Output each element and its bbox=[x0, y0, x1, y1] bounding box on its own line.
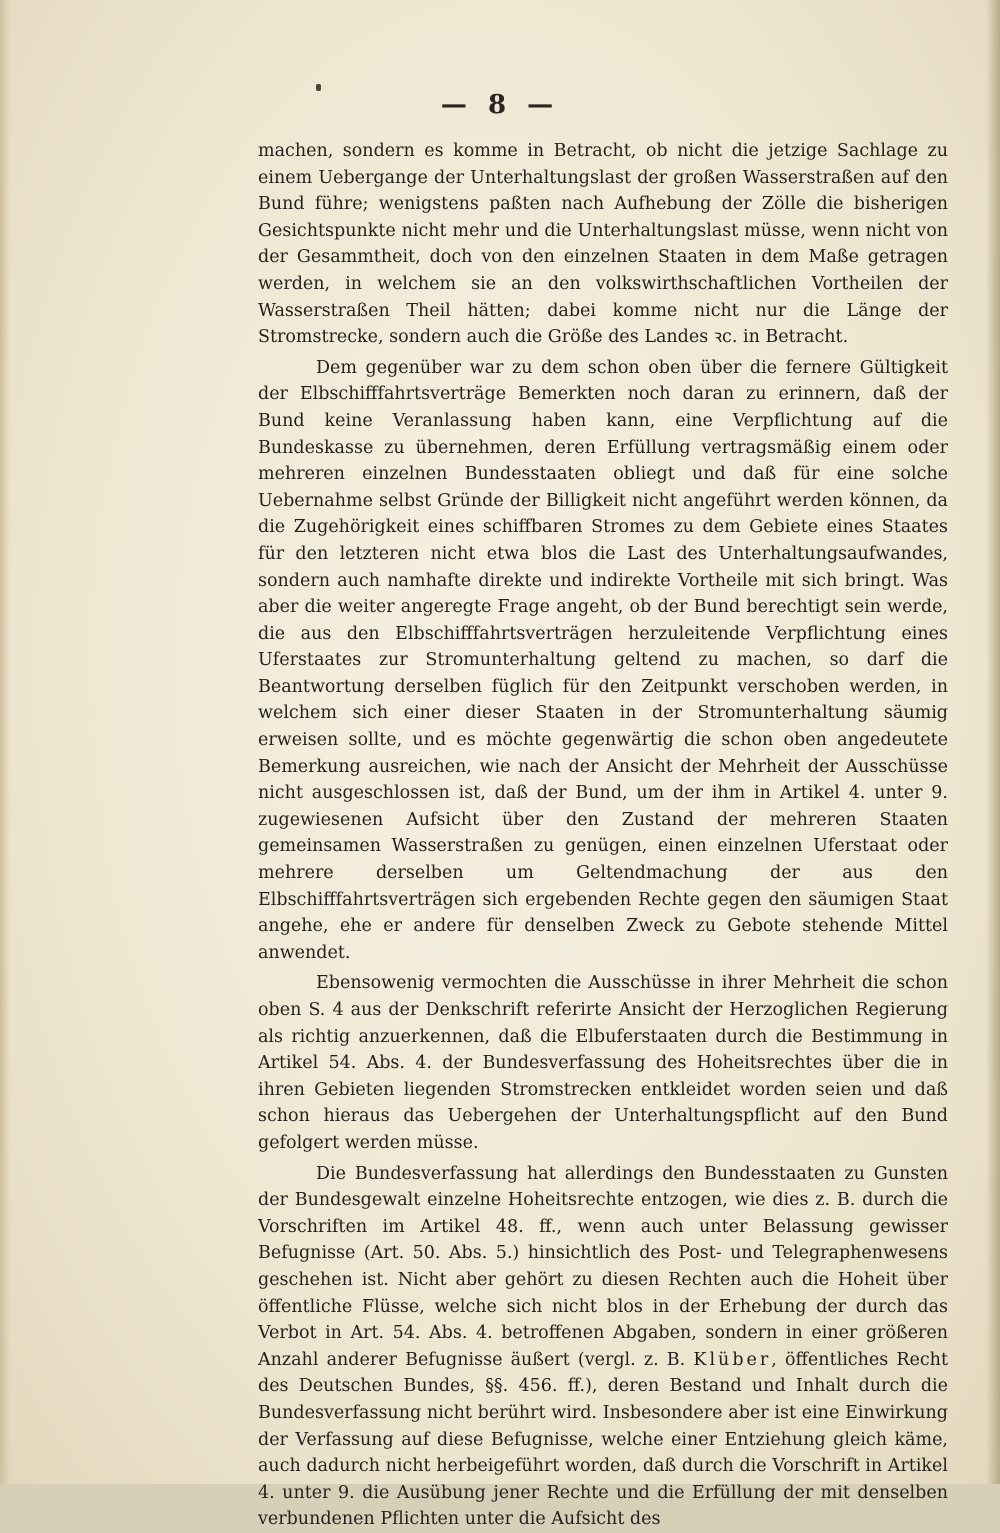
paragraph-4-part-2: , öffentliches Recht des Deutschen Bundes, §§. 456. ff.), deren Bestand und Inhalt durch die Bundesverfassung nicht berührt wird. Insbesondere aber ist eine Einwirkung der Verfassung auf diese Befugnisse, welche einer Entziehung gleich käme, auch dadurch nicht herbeigeführt worden, daß durch die Vorschrift in Artikel 4. unter 9. die Ausübung jener Rechte und die Erfüllung der mit denselben verbundenen Pflichten unter die Aufsicht des bbox=[258, 1349, 948, 1530]
paragraph-2: Dem gegenüber war zu dem schon oben über die fernere Gültigkeit der Elbschifffahrtsverträge Bemerkten noch daran zu erinnern, daß der Bund keine Veranlassung haben kann, eine Verpflichtung auf die Bundeskasse zu übernehmen, deren Erfüllung vertragsmäßig einem oder mehreren einzelnen Bundesstaaten obliegt und daß für eine solche Uebernahme selbst Gründe der Billigkeit nicht angeführt werden können, da die Zugehörigkeit eines schiffbaren Stromes zu dem Gebiete eines Staates für den letzteren nicht etwa blos die Last des Unterhaltungsaufwandes, sondern auch namhafte direkte und indirekte Vortheile mit sich bringt. Was aber die weiter angeregte Frage angeht, ob der Bund berechtigt sein werde, die aus den Elbschifffahrtsverträgen herzuleitende Verpflichtung eines Uferstaates zur Stromunterhaltung geltend zu machen, so darf die Beantwortung derselben füglich für den Zeitpunkt verschoben werden, in welchem sich einer dieser Staaten in der Stromunterhaltung säumig erweisen sollte, und es möchte gegenwärtig die schon oben angedeutete Bemerkung ausreichen, wie nach der Ansicht der Mehrheit der Ausschüsse nicht ausgeschlossen ist, daß der Bund, um der ihm in Artikel 4. unter 9. zugewiesenen Aufsicht über den Zustand der mehreren Staaten gemeinsamen Wasserstraßen zu genügen, einen einzelnen Uferstaat oder mehrere derselben um Geltendmachung der aus den Elbschifffahrtsverträgen sich ergebenden Rechte gegen den säumigen Staat angehe, ehe er andere für denselben Zweck zu Gebote stehende Mittel anwendet. bbox=[258, 357, 948, 963]
paragraph-4-part-1: Die Bundesverfassung hat allerdings den Bundesstaaten zu Gunsten der Bundesgewalt einzelne Hoheitsrechte entzogen, wie dies z. B. durch die Vorschriften im Artikel 48. ff., wenn auch unter Belassung gewisser Befugnisse (Art. 50. Abs. 5.) hinsichtlich des Post- und Telegraphenwesens geschehen ist. Nicht aber gehört zu diesen Rechten auch die Hoheit über öffentliche Flüsse, welche sich nicht blos in der Erhebung der durch das Verbot in Art. 54. Abs. 4. betroffenen Abgaben, sondern in einer größeren Anzahl anderer Befugnisse äußert (vergl. z. B. bbox=[258, 1163, 948, 1370]
page-number: — 8 — bbox=[440, 90, 560, 120]
paragraph-4 bbox=[258, 1161, 948, 1533]
paragraph-1: machen, sondern es komme in Betracht, ob nicht die jetzige Sachlage zu einem Uebergange der Unterhaltungslast der großen Wasserstraßen auf den Bund führe; wenigstens paßten nach Aufhebung der Zölle die bisherigen Gesichtspunkte nicht mehr und die Unterhaltungslast müsse, wenn nicht von der Gesammtheit, doch von den einzelnen Staaten in dem Maße getragen werden, in welchem sie an den volkswirthschaftlichen Vortheilen der Wasserstraßen Theil hätten; dabei komme nicht nur die Länge der Stromstrecke, sondern auch die Größe des Landes ꝛc. in Betracht. bbox=[258, 141, 948, 348]
cited-author: Klüber bbox=[693, 1349, 772, 1370]
paragraph-3: Ebensowenig vermochten die Ausschüsse in ihrer Mehrheit die schon oben S. 4 aus der Denkschrift referirte Ansicht der Herzoglichen Regierung als richtig anzuerkennen, daß die Elbuferstaaten durch die Bestimmung in Artikel 54. Abs. 4. der Bundesverfassung des Hoheitsrechtes über die in ihren Gebieten liegenden Stromstrecken entkleidet worden seien und daß schon hieraus das Uebergehen der Unterhaltungspflicht auf den Bund gefolgert werden müsse. bbox=[258, 973, 948, 1153]
body-text bbox=[258, 138, 948, 1533]
